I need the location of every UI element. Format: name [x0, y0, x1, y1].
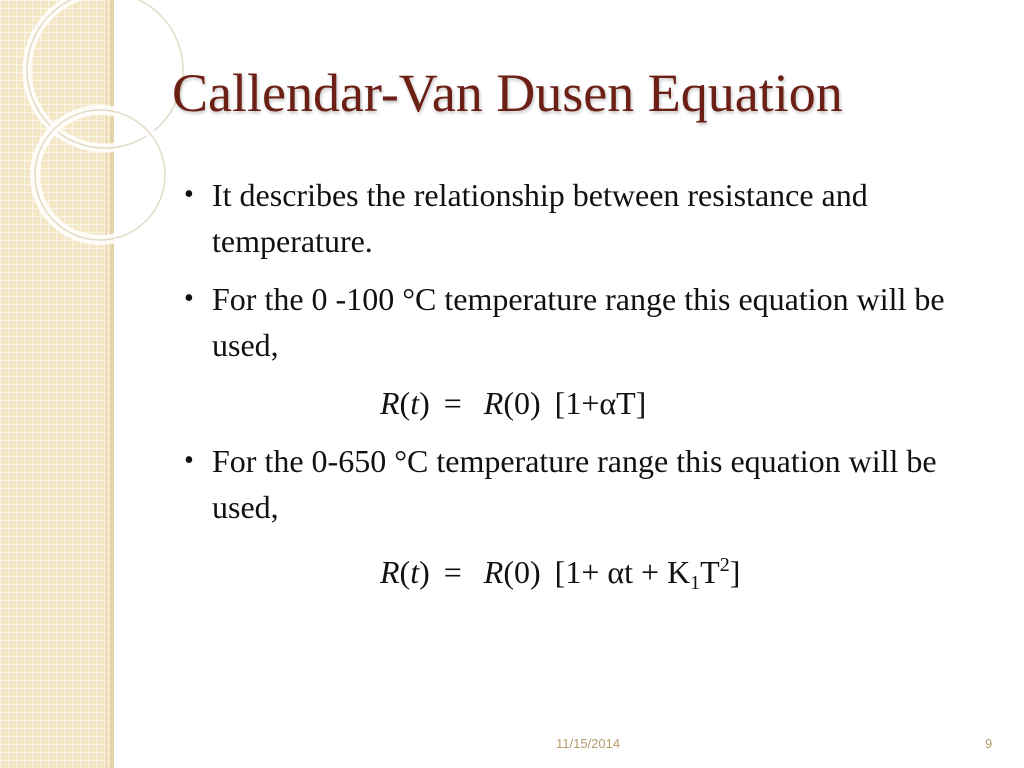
- eq-rhs-arg: (0): [503, 385, 541, 421]
- slide-content: [184, 172, 984, 618]
- bullet-dot: •: [184, 445, 194, 476]
- bullet-dot: •: [184, 179, 194, 210]
- decorative-rings: [0, 0, 200, 260]
- eq2-equals: =: [443, 554, 462, 590]
- equation-quadratic: R(t) = R(0) $[1+ \alpha t + K_1T^2]$: [380, 554, 741, 594]
- footer-page-number: 9: [985, 736, 993, 751]
- footer-date: 11/15/2014: [556, 736, 621, 751]
- slide-title: Callendar-Van Dusen Equation: [172, 63, 843, 123]
- equation-linear: R(t) = R(0) [1+αT]: [380, 385, 647, 421]
- eq2-k-subscript: 1: [690, 572, 701, 594]
- bullet-text: For the 0-650 °C temperature range this equation will be used,: [212, 443, 937, 525]
- eq2-t-letter: T: [700, 554, 720, 590]
- bullet-item-3: [184, 438, 984, 530]
- eq2-lhs-var: R: [380, 554, 400, 590]
- eq2-lhs-arg: t: [410, 554, 420, 590]
- eq2-rhs-mid: [1+ αt + K: [554, 554, 691, 590]
- eq2-close: ]: [729, 554, 741, 590]
- bullet-item-1: [184, 172, 984, 264]
- bullet-text: It describes the relationship between resistance and temperature.: [212, 177, 868, 259]
- bullet-text: For the 0 -100 °C temperature range this equation will be used,: [212, 281, 945, 363]
- eq2-t-superscript: 2: [719, 554, 730, 576]
- bullet-item-2: [184, 276, 984, 368]
- eq-rhs-tail: [1+αT]: [554, 385, 647, 421]
- eq-lhs-var: R: [380, 385, 400, 421]
- eq-rhs-var: R: [483, 385, 504, 421]
- eq2-rhs-arg: (0): [503, 554, 541, 590]
- bullet-dot: •: [184, 283, 194, 314]
- eq-lhs-arg: t: [410, 385, 420, 421]
- ring-small-outline: [35, 110, 165, 240]
- eq-equals: =: [443, 385, 462, 421]
- eq2-rhs-var: R: [483, 554, 504, 590]
